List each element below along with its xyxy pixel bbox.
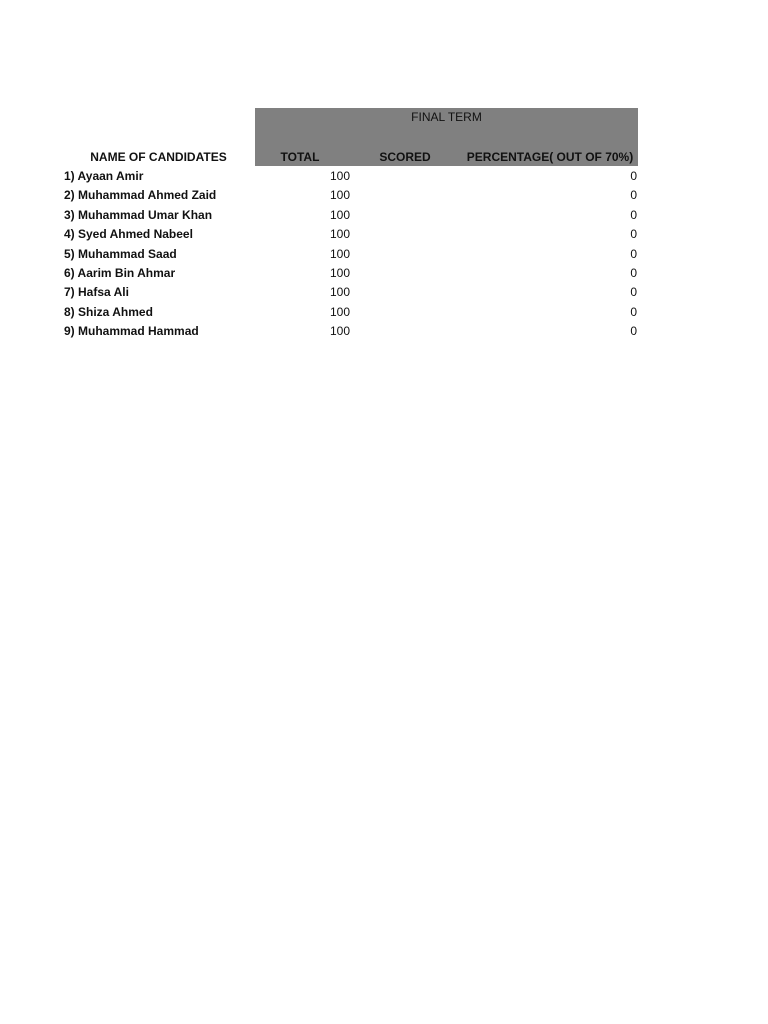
candidate-name: 5) Muhammad Saad [64, 247, 177, 261]
column-header-total: TOTAL [280, 150, 320, 164]
candidate-total: 100 [329, 324, 350, 338]
candidate-total: 100 [329, 188, 350, 202]
candidate-total: 100 [329, 247, 350, 261]
candidate-name: 3) Muhammad Umar Khan [64, 208, 213, 222]
candidate-percentage: 0 [630, 285, 637, 299]
table-row [0, 305, 768, 324]
candidate-name: 8) Shiza Ahmed [64, 305, 153, 319]
candidate-total: 100 [329, 208, 350, 222]
candidate-name: 4) Syed Ahmed Nabeel [64, 227, 193, 241]
candidate-total: 100 [329, 305, 350, 319]
table-row [0, 285, 768, 304]
table-row [0, 208, 768, 227]
table-row [0, 247, 768, 266]
table-row [0, 169, 768, 188]
candidate-name: 6) Aarim Bin Ahmar [64, 266, 176, 280]
candidate-total: 100 [329, 266, 350, 280]
candidate-percentage: 0 [630, 208, 637, 222]
table-row [0, 324, 768, 343]
candidate-total: 100 [329, 227, 350, 241]
candidate-percentage: 0 [630, 188, 637, 202]
candidate-percentage: 0 [630, 324, 637, 338]
candidate-percentage: 0 [630, 169, 637, 183]
candidate-name: 9) Muhammad Hammad [64, 324, 199, 338]
table-row [0, 227, 768, 246]
candidate-name: 1) Ayaan Amir [64, 169, 144, 183]
section-title: FINAL TERM [411, 110, 482, 124]
candidate-percentage: 0 [630, 247, 637, 261]
candidate-percentage: 0 [630, 266, 637, 280]
candidate-name: 7) Hafsa Ali [64, 285, 129, 299]
column-header-name: NAME OF CANDIDATES [90, 150, 227, 164]
candidate-total: 100 [329, 169, 350, 183]
table-row [0, 188, 768, 207]
table-row [0, 266, 768, 285]
candidate-total: 100 [329, 285, 350, 299]
candidate-percentage: 0 [630, 305, 637, 319]
candidate-percentage: 0 [630, 227, 637, 241]
column-header-scored: SCORED [379, 150, 431, 164]
candidate-name: 2) Muhammad Ahmed Zaid [64, 188, 217, 202]
column-header-percentage: PERCENTAGE( OUT OF 70%) [466, 150, 634, 164]
